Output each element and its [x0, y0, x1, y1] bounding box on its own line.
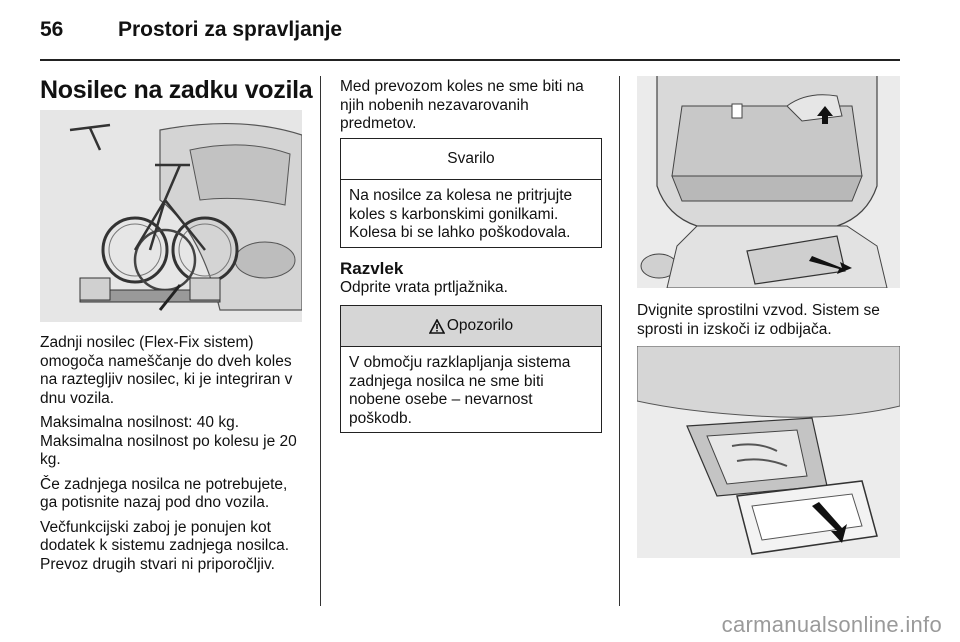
right-column-text	[637, 302, 902, 345]
stow-paragraph: Če zadnjega nosilca ne potrebujete, ga potisnite nazaj pod dno vozila.	[40, 475, 288, 511]
trunk-release-drawing	[637, 76, 900, 288]
column-divider-right	[619, 76, 620, 606]
column-divider-left	[320, 76, 321, 606]
carrier-extended-illustration	[637, 346, 900, 558]
unfold-section	[340, 259, 602, 304]
caution-title: Svarilo	[341, 139, 601, 180]
warning-box	[340, 305, 602, 433]
warning-triangle-icon	[429, 319, 445, 334]
transport-note: Med prevozom koles ne sme biti na njih nobenih nezavarovanih predmetov.	[340, 78, 584, 132]
trunk-release-illustration	[637, 76, 900, 288]
bike-carrier-drawing	[40, 110, 302, 322]
section-title: Nosilec na zadku vozila	[40, 76, 313, 104]
chapter-title: Prostori za spravljanje	[118, 18, 343, 41]
multifunction-box-paragraph: Večfunkcijski zaboj je ponujen kot dodatek k sistemu zadnjega nosilca. Prevoz drugih stvari ni priporočljiv.	[40, 518, 290, 573]
header-rule	[40, 59, 900, 61]
page-number: 56	[40, 18, 64, 41]
intro-paragraph: Zadnji nosilec (Flex-Fix sistem) omogoča nameščanje do dveh koles na raztegljiv nosilec, ki je integriran v dnu vozila.	[40, 334, 293, 407]
watermark: carmanualsonline.info	[721, 612, 942, 637]
load-capacity-paragraph: Maksimalna nosilnost: 40 kg. Maksimalna nosilnost po kolesu je 20 kg.	[40, 414, 297, 468]
middle-column-text	[340, 78, 602, 140]
caution-text: Na nosilce za kolesa ne pritrjujte koles s karbonskimi gonilkami. Kolesa bi se lahko poškodovala.	[349, 187, 573, 241]
left-column-text	[40, 334, 308, 580]
caution-box	[340, 138, 602, 248]
warning-title: Opozorilo	[446, 317, 514, 334]
warning-text: V območju razklapljanja sistema zadnjega nosilca ne sme biti nobene osebe – nevarnost poškodb.	[349, 354, 571, 427]
unfold-heading: Razvlek	[340, 259, 404, 278]
bike-carrier-illustration	[40, 110, 302, 322]
release-caption: Dvignite sprostilni vzvod. Sistem se sprosti in izskoči iz odbijača.	[637, 302, 880, 338]
warning-header	[341, 306, 601, 347]
unfold-instruction: Odprite vrata prtljažnika.	[340, 279, 508, 296]
carrier-extended-drawing	[637, 346, 900, 558]
